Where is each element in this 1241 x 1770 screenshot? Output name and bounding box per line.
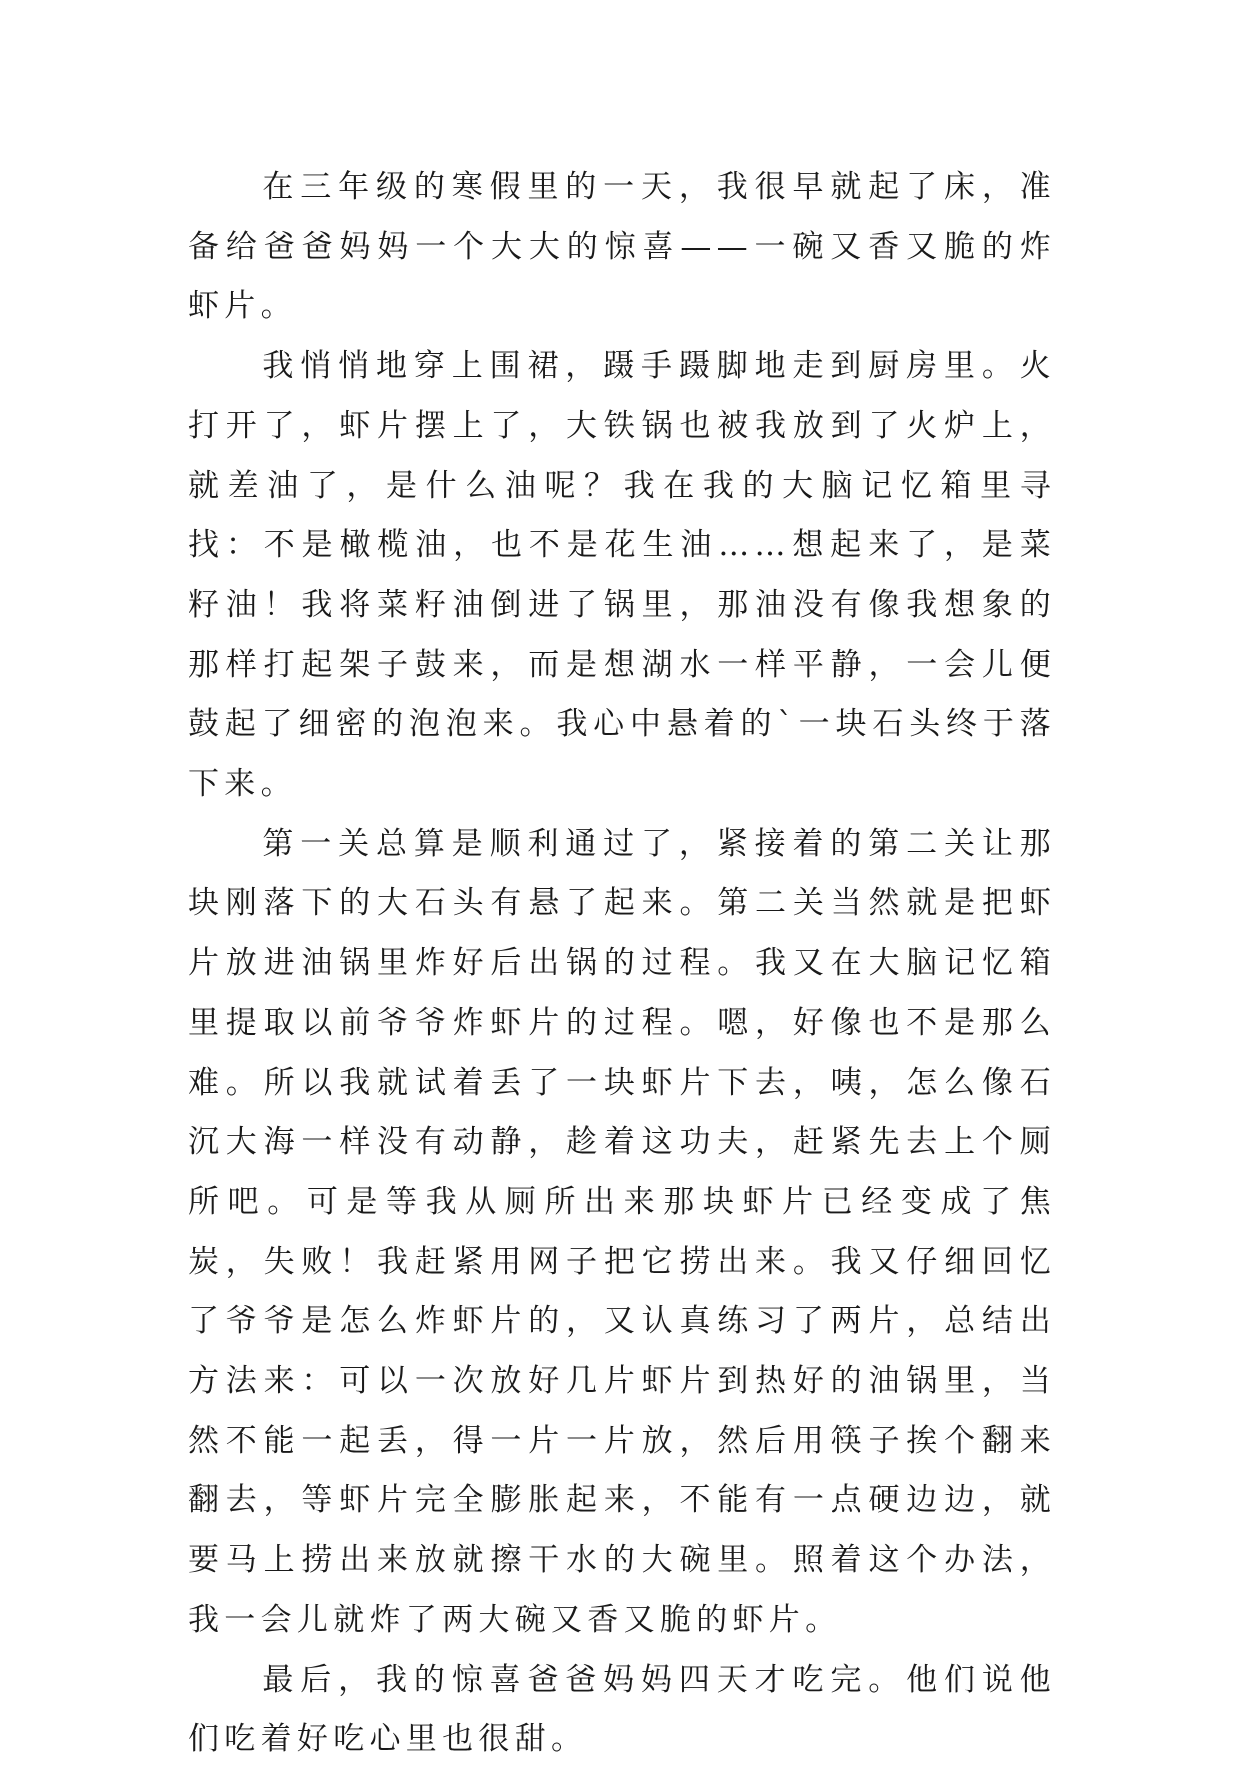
paragraph-3: 第一关总算是顺利通过了，紧接着的第二关让那块刚落下的大石头有悬了起来。第二关当然就是把虾片放进油锅里炸好后出锅的过程。我又在大脑记忆箱里提取以前爷爷炸虾片的过程。嗯，好像也不是那么难。所以我就试着丢了一块虾片下去，咦，怎么像石沉大海一样没有动静，趁着这功夫，赶紧先去上个厕所吧。可是等我从厕所出来那块虾片已经变成了焦炭，失败！我赶紧用网子把它捞出来。我又仔细回忆了爷爷是怎么炸虾片的，又认真练习了两片，总结出方法来：可以一次放好几片虾片到热好的油锅里，当然不能一起丢，得一片一片放，然后用筷子挨个翻来翻去，等虾片完全膨胀起来，不能有一点硬边边，就要马上捞出来放就擦干水的大碗里。照着这个办法，我一会儿就炸了两大碗又香又脆的虾片。	[188, 825, 1056, 1638]
paragraph-1: 在三年级的寒假里的一天，我很早就起了床，准备给爸爸妈妈一个大大的惊喜——一碗又香又脆的炸虾片。	[188, 169, 1056, 325]
paragraph-4: 最后，我的惊喜爸爸妈妈四天才吃完。他们说他们吃着好吃心里也很甜。	[188, 1661, 1056, 1758]
paragraph-2: 我悄悄地穿上围裙，蹑手蹑脚地走到厨房里。火打开了，虾片摆上了，大铁锅也被我放到了火炉上，就差油了，是什么油呢？我在我的大脑记忆箱里寻找：不是橄榄油，也不是花生油……想起来了，是菜籽油！我将菜籽油倒进了锅里，那油没有像我想象的那样打起架子鼓来，而是想湖水一样平静，一会儿便鼓起了细密的泡泡来。我心中悬着的`一块石头终于落下来。	[188, 348, 1056, 803]
body-text	[188, 158, 1056, 1770]
